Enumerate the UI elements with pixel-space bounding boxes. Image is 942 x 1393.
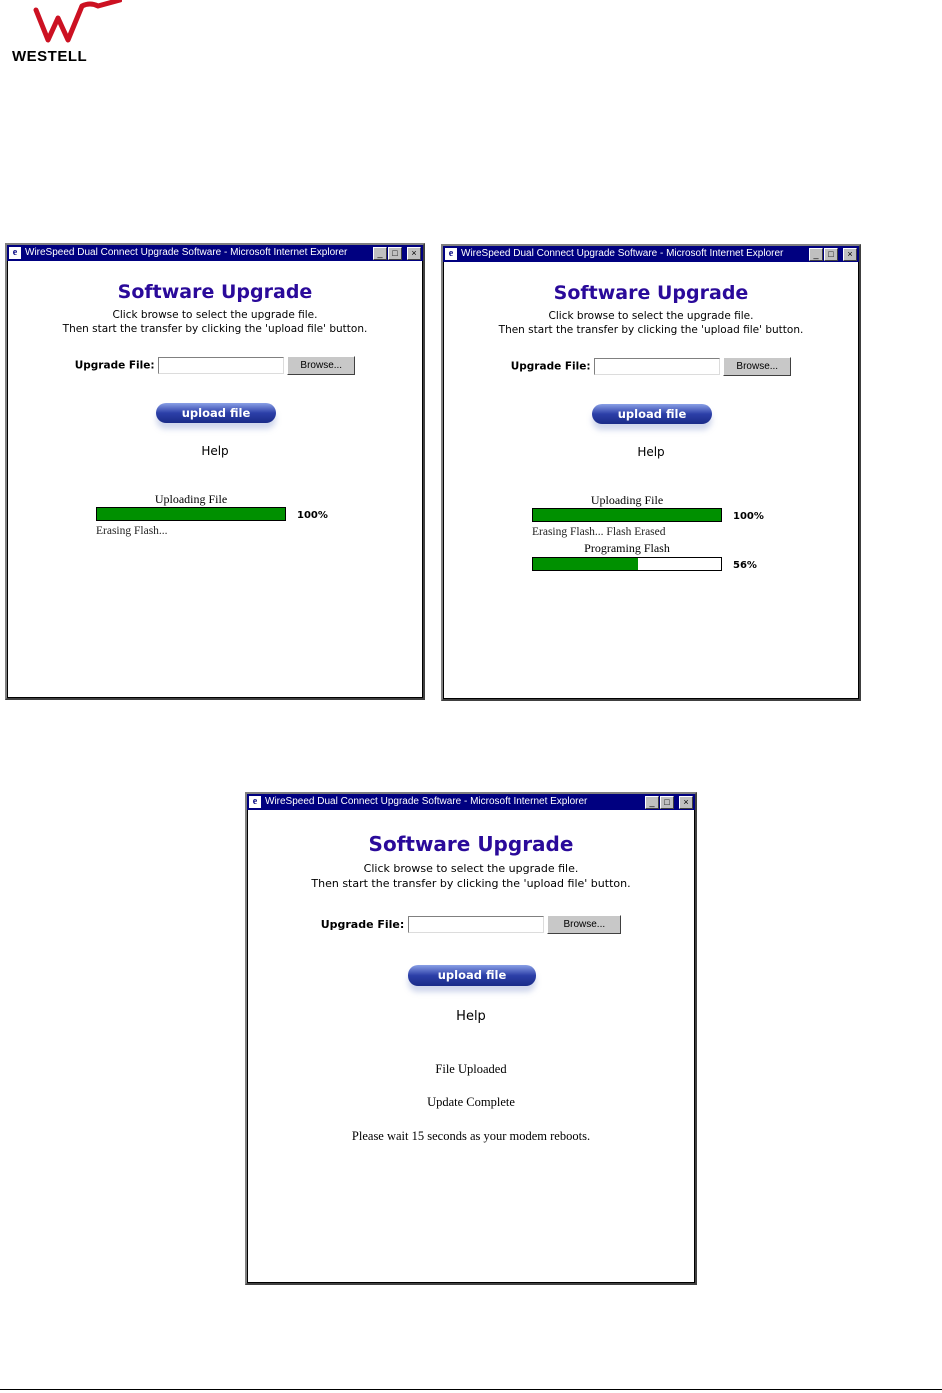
- help-link[interactable]: Help: [637, 445, 665, 459]
- browse-button[interactable]: Browse...: [547, 915, 621, 934]
- minimize-icon[interactable]: _: [373, 247, 387, 260]
- upload-progress-bar: [96, 507, 286, 521]
- browse-button[interactable]: Browse...: [723, 357, 791, 376]
- help-link[interactable]: Help: [201, 444, 229, 458]
- upload-progress-label: Uploading File: [154, 492, 228, 506]
- window-titlebar[interactable]: [247, 794, 695, 810]
- maximize-icon[interactable]: □: [824, 248, 838, 261]
- window-title: WireSpeed Dual Connect Upgrade Software - Microsoft Internet Explorer: [265, 796, 588, 807]
- instruction-line-2: Then start the transfer by clicking the 'upload file' button.: [62, 323, 368, 335]
- instruction-line-2: Then start the transfer by clicking the 'upload file' button.: [311, 877, 631, 890]
- instruction-line-1: Click browse to select the upgrade file.: [548, 310, 754, 322]
- close-icon[interactable]: ×: [407, 247, 421, 260]
- upgrade-file-label: Upgrade File:: [510, 360, 591, 373]
- window-titlebar[interactable]: [443, 246, 859, 262]
- instruction-line-1: Click browse to select the upgrade file.: [112, 309, 318, 321]
- upgrade-file-row: [444, 357, 858, 376]
- upgrade-file-row: [248, 915, 694, 934]
- close-icon[interactable]: ×: [843, 248, 857, 261]
- window-titlebar[interactable]: [7, 245, 423, 261]
- ie-window-programming: [441, 244, 861, 701]
- instruction-line-1: Click browse to select the upgrade file.: [363, 862, 579, 875]
- close-icon[interactable]: ×: [679, 796, 693, 809]
- program-progress-fill: [533, 558, 638, 570]
- page-content: [7, 261, 423, 698]
- ie-icon: e: [249, 796, 261, 808]
- westell-logo-mark-icon: [32, 0, 122, 44]
- upload-file-button[interactable]: upload file: [156, 403, 276, 423]
- upgrade-file-input[interactable]: [408, 916, 544, 933]
- page-content: [247, 810, 695, 1283]
- program-percent: 56%: [733, 560, 757, 571]
- maximize-icon[interactable]: □: [388, 247, 402, 260]
- page-title: Software Upgrade: [368, 832, 574, 856]
- reboot-wait-message: Please wait 15 seconds as your modem reboots.: [351, 1129, 591, 1143]
- westell-logo: [10, 0, 120, 64]
- page-title: Software Upgrade: [117, 281, 313, 303]
- ie-icon: e: [445, 248, 457, 260]
- upgrade-file-label: Upgrade File:: [320, 918, 405, 931]
- program-progress-bar: [532, 557, 722, 571]
- upload-percent: 100%: [297, 510, 328, 521]
- flash-status: Erasing Flash...: [96, 525, 168, 537]
- window-title: WireSpeed Dual Connect Upgrade Software - Microsoft Internet Explorer: [25, 247, 348, 258]
- ie-window-complete: [245, 792, 697, 1285]
- upgrade-file-input[interactable]: [594, 358, 720, 375]
- upload-progress-fill: [533, 509, 721, 521]
- page-title: Software Upgrade: [553, 282, 749, 304]
- minimize-icon[interactable]: _: [645, 796, 659, 809]
- upload-progress-bar: [532, 508, 722, 522]
- upgrade-file-label: Upgrade File:: [74, 359, 155, 372]
- file-uploaded-message: File Uploaded: [435, 1062, 507, 1076]
- upload-file-button[interactable]: upload file: [592, 404, 712, 424]
- upload-file-button[interactable]: upload file: [408, 965, 536, 986]
- ie-icon: e: [9, 247, 21, 259]
- help-link[interactable]: Help: [456, 1009, 486, 1024]
- window-title: WireSpeed Dual Connect Upgrade Software - Microsoft Internet Explorer: [461, 248, 784, 259]
- update-complete-message: Update Complete: [427, 1095, 515, 1109]
- upload-progress-fill: [97, 508, 285, 520]
- browse-button[interactable]: Browse...: [287, 356, 355, 375]
- maximize-icon[interactable]: □: [660, 796, 674, 809]
- upload-progress-label: Uploading File: [590, 493, 664, 507]
- upload-percent: 100%: [733, 511, 764, 522]
- page-content: [443, 262, 859, 699]
- ie-window-erasing: [5, 243, 425, 700]
- logo-text: WESTELL: [12, 48, 88, 65]
- upgrade-file-row: [8, 356, 422, 375]
- minimize-icon[interactable]: _: [809, 248, 823, 261]
- upgrade-file-input[interactable]: [158, 357, 284, 374]
- footer-divider: [0, 1389, 942, 1390]
- program-progress-label: Programing Flash: [584, 541, 670, 555]
- flash-status: Erasing Flash... Flash Erased: [532, 526, 666, 538]
- instruction-line-2: Then start the transfer by clicking the 'upload file' button.: [498, 324, 804, 336]
